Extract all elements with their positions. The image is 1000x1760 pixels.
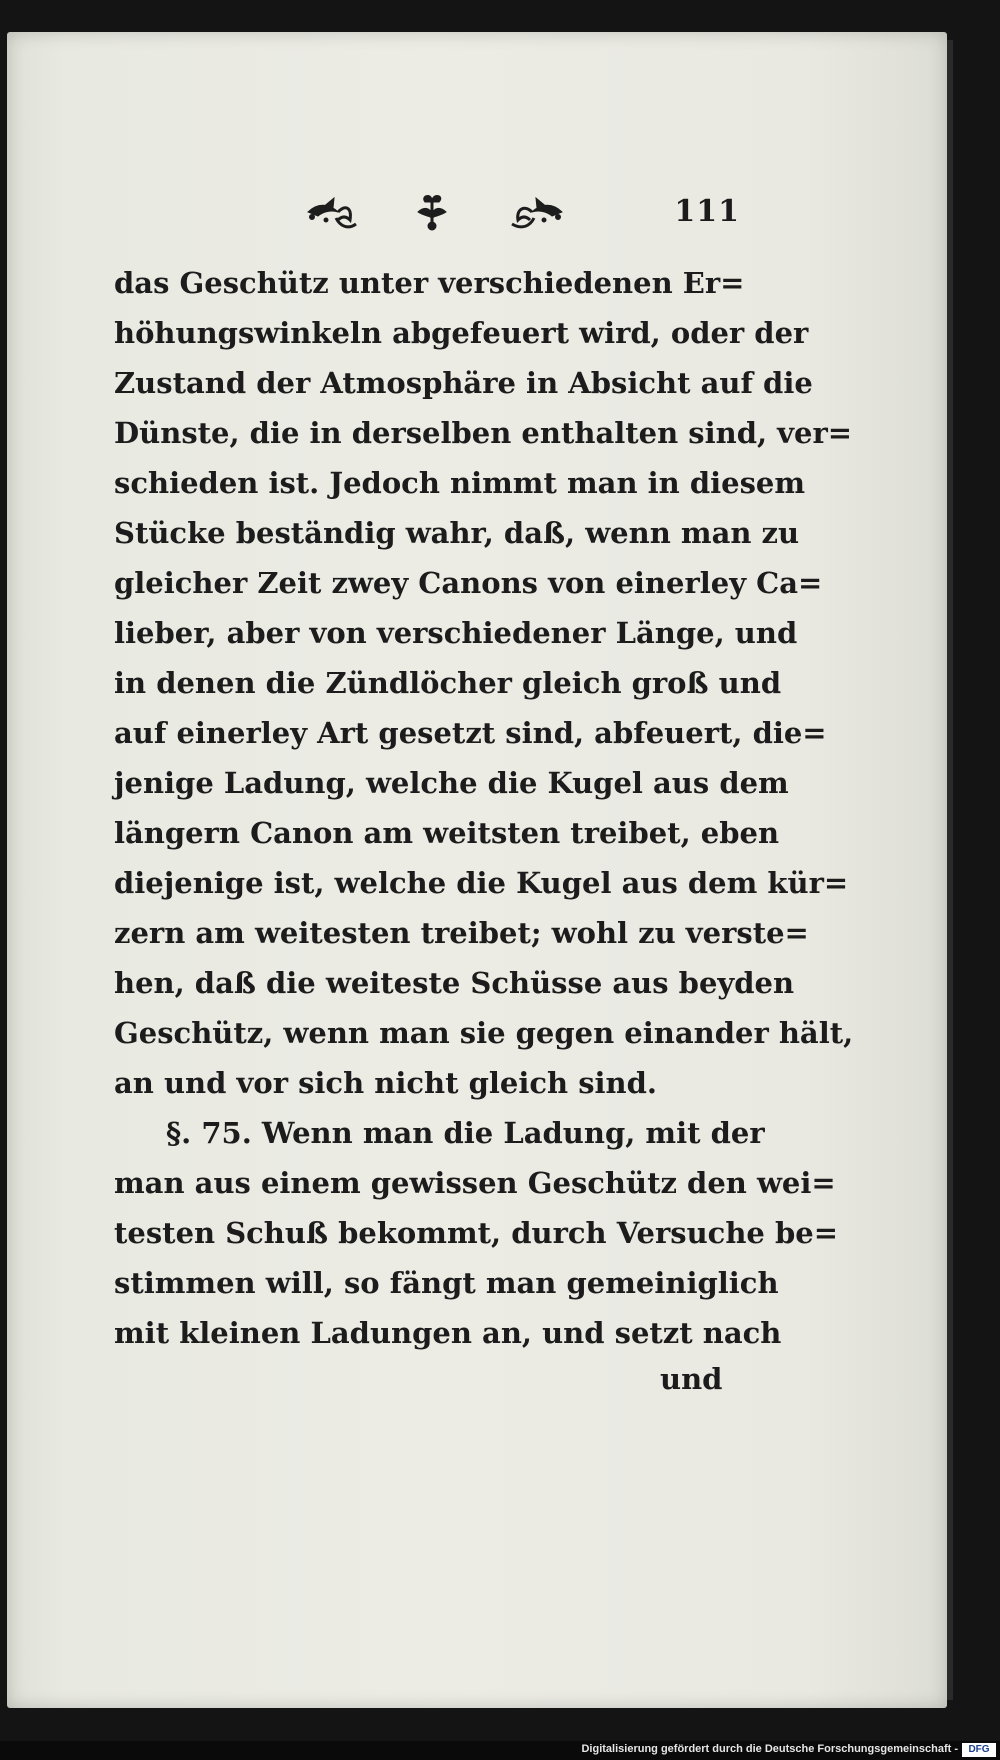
text-line: Zustand der Atmosphäre in Absicht auf die xyxy=(114,366,813,400)
catchword: und xyxy=(660,1362,723,1396)
text-line: längern Canon am weitsten treibet, eben xyxy=(114,816,780,850)
text-line: Dünste, die in derselben enthalten sind, ver= xyxy=(114,416,853,450)
text-line: lieber, aber von verschiedener Länge, und xyxy=(114,616,798,650)
text-line: testen Schuß bekommt, durch Versuche be= xyxy=(114,1216,838,1250)
paragraph-start-line: §. 75. Wenn man die Ladung, mit der xyxy=(166,1116,765,1150)
text-line: an und vor sich nicht gleich sind. xyxy=(114,1066,657,1100)
text-line: auf einerley Art gesetzt sind, abfeuert, die= xyxy=(114,716,827,750)
digitization-footer xyxy=(0,1741,1000,1760)
printers-ornament-icon xyxy=(300,190,570,240)
text-line: das Geschütz unter verschiedenen Er= xyxy=(114,266,745,300)
body-text xyxy=(114,258,854,1358)
text-line: jenige Ladung, welche die Kugel aus dem xyxy=(114,766,789,800)
text-line: hen, daß die weiteste Schüsse aus beyden xyxy=(114,966,795,1000)
text-line: schieden ist. Jedoch nimmt man in diesem xyxy=(114,466,806,500)
dfg-logo: DFG xyxy=(962,1743,996,1757)
text-line: Stücke beständig wahr, daß, wenn man zu xyxy=(114,516,800,550)
page-edge xyxy=(947,40,953,1700)
text-line: in denen die Zündlöcher gleich groß und xyxy=(114,666,782,700)
footer-credit: Digitalisierung gefördert durch die Deutsche Forschungsgemeinschaft - xyxy=(581,1743,958,1755)
text-line: zern am weitesten treibet; wohl zu verste= xyxy=(114,916,809,950)
page-number: 111 xyxy=(674,194,740,229)
text-line: Geschütz, wenn man sie gegen einander hält, xyxy=(114,1016,854,1050)
page-header xyxy=(300,190,740,240)
text-line: man aus einem gewissen Geschütz den wei= xyxy=(114,1166,836,1200)
text-line: diejenige ist, welche die Kugel aus dem kür= xyxy=(114,866,849,900)
text-line: gleicher Zeit zwey Canons von einerley Ca= xyxy=(114,566,823,600)
text-line: stimmen will, so fängt man gemeiniglich xyxy=(114,1266,779,1300)
text-line: mit kleinen Ladungen an, und setzt nach xyxy=(114,1316,782,1350)
text-line: höhungswinkeln abgefeuert wird, oder der xyxy=(114,316,809,350)
